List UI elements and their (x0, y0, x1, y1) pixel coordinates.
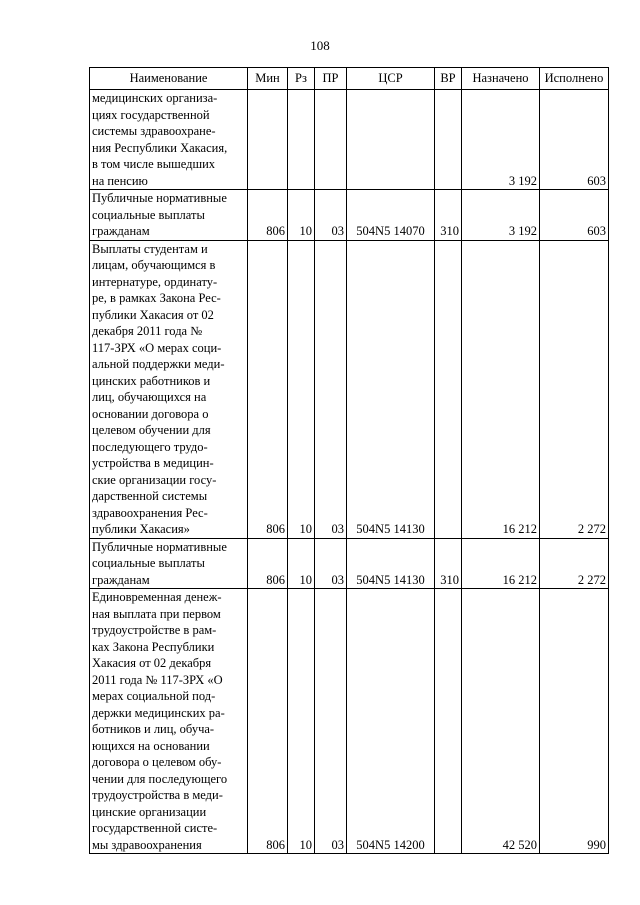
row-executed: 2 272 (540, 538, 609, 589)
row-pr: 03 (315, 589, 347, 854)
header-rz: Рз (288, 68, 315, 90)
row-csr: 504N5 14130 (347, 240, 435, 538)
row-min (248, 90, 288, 190)
row-name: Публичные нормативные социальные выплаты гражданам (90, 538, 248, 589)
header-min: Мин (248, 68, 288, 90)
row-name: Единовременная денеж- ная выплата при первом трудоустройстве в рам- ках Закона Республики Хакасия от 02 декабря 2011 года № 117-ЗРХ «О мерах социальной под- держки медицинских ра- ботников и лиц, обуча- ющихся на основании договора о целевом обу- чении для последующего трудоустройства в меди- цинские организации государственной систе- мы здравоохранения (90, 589, 248, 854)
header-csr: ЦСР (347, 68, 435, 90)
row-executed: 603 (540, 90, 609, 190)
row-pr: 03 (315, 538, 347, 589)
table-header-row (90, 68, 609, 90)
row-planned: 3 192 (462, 190, 540, 241)
row-vr (435, 90, 462, 190)
row-planned: 3 192 (462, 90, 540, 190)
header-planned: Назначено (462, 68, 540, 90)
row-min: 806 (248, 538, 288, 589)
header-name: Наименование (90, 68, 248, 90)
header-pr: ПР (315, 68, 347, 90)
table-row (90, 240, 609, 538)
row-name: медицинских организа- циях государственной системы здравоохране- ния Республики Хакасия, в том числе вышедших на пенсию (90, 90, 248, 190)
row-pr: 03 (315, 240, 347, 538)
row-executed: 2 272 (540, 240, 609, 538)
row-rz: 10 (288, 538, 315, 589)
row-vr (435, 589, 462, 854)
row-csr: 504N5 14070 (347, 190, 435, 241)
row-name: Выплаты студентам и лицам, обучающимся в интернатуре, ординату- ре, в рамках Закона Рес- публики Хакасия от 02 декабря 2011 года № 117-ЗРХ «О мерах соци- альной поддержки меди- цинских работников и лиц, обучающихся на основании договора о целевом обучении для последующего трудо- устройства в медицин- ские организации госу- дарственной системы здравоохранения Рес- публики Хакасия» (90, 240, 248, 538)
row-planned: 16 212 (462, 240, 540, 538)
row-pr (315, 90, 347, 190)
table-row (90, 190, 609, 241)
table-row (90, 90, 609, 190)
budget-table (89, 67, 609, 854)
row-min: 806 (248, 589, 288, 854)
row-planned: 42 520 (462, 589, 540, 854)
row-min: 806 (248, 240, 288, 538)
row-planned: 16 212 (462, 538, 540, 589)
row-csr: 504N5 14200 (347, 589, 435, 854)
row-vr: 310 (435, 190, 462, 241)
row-vr: 310 (435, 538, 462, 589)
row-csr (347, 90, 435, 190)
row-name: Публичные нормативные социальные выплаты гражданам (90, 190, 248, 241)
row-min: 806 (248, 190, 288, 241)
row-pr: 03 (315, 190, 347, 241)
page-number: 108 (310, 38, 330, 53)
row-executed: 603 (540, 190, 609, 241)
header-executed: Исполнено (540, 68, 609, 90)
table-row (90, 589, 609, 854)
table-row (90, 538, 609, 589)
header-vr: ВР (435, 68, 462, 90)
row-rz: 10 (288, 589, 315, 854)
row-csr: 504N5 14130 (347, 538, 435, 589)
row-vr (435, 240, 462, 538)
row-rz: 10 (288, 240, 315, 538)
row-executed: 990 (540, 589, 609, 854)
row-rz: 10 (288, 190, 315, 241)
row-rz (288, 90, 315, 190)
